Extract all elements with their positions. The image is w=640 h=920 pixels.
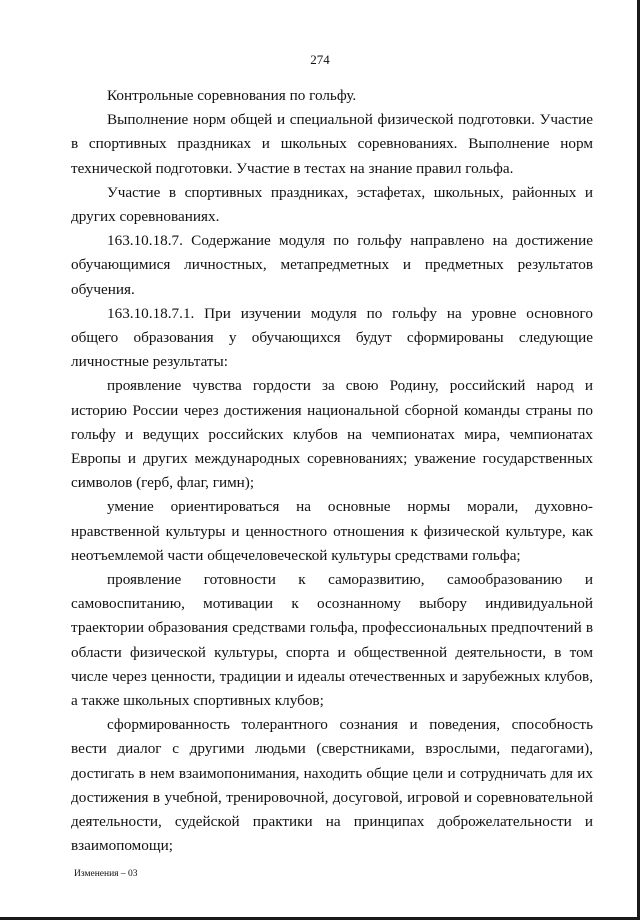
paragraph-pride-homeland: проявление чувства гордости за свою Родину, российский народ и историю России через достижения национальной сборной команды страны по гольфу и ведущих российских клубов на чемпионатах мира, чемпионатах Европы и других международных соревнованиях; уважение государственных символов (герб, флаг, гимн); <box>71 377 593 492</box>
paragraph-moral-norms: умение ориентироваться на основные нормы морали, духовно-нравственной культуры и ценностного отношения к физической культуре, как неотъемлемой части общечеловеческой культуры средствами гольфа; <box>71 498 593 564</box>
paragraph-sports-festivals: Участие в спортивных праздниках, эстафетах, школьных, районных и других соревнованиях. <box>71 183 593 226</box>
paragraph-norms: Выполнение норм общей и специальной физической подготовки. Участие в спортивных праздниках и школьных соревнованиях. Выполнение норм технической подготовки. Участие в тестах на знание правил гольфа. <box>71 111 593 177</box>
paragraph-tolerance: сформированность толерантного сознания и поведения, способность вести диалог с другими людьми (сверстниками, взрослыми, педагогами), достигать в нем взаимопонимания, находить общие цели и сотрудничать для их достижения в учебной, тренировочной, досуговой, игровой и соревновательной деятельности, судейской практики на принципах доброжелательности и взаимопомощи; <box>71 716 593 855</box>
paragraph-section-163-10-18-7-1: 163.10.18.7.1. При изучении модуля по гольфу на уровне основного общего образования у обучающихся будут сформированы следующие личностные результаты: <box>71 304 593 371</box>
paragraph-control-competitions: Контрольные соревнования по гольфу. <box>107 87 357 104</box>
paragraph-self-development: проявление готовности к саморазвитию, самообразованию и самовоспитанию, мотивации к осознанному выбору индивидуальной траектории образования средствами гольфа, профессиональных предпочтений в области физической культуры, спорта и общественной деятельности, в том числе через ценности, традиции и идеалы отечественных и зарубежных клубов, а также школьных спортивных клубов; <box>71 571 593 710</box>
body-text <box>71 84 593 859</box>
paragraph-section-163-10-18-7: 163.10.18.7. Содержание модуля по гольфу направлено на достижение обучающимися личностных, метапредметных и предметных результатов обучения. <box>71 232 593 298</box>
footer-revision: Изменения – 03 <box>74 869 138 879</box>
page-number: 274 <box>310 52 330 67</box>
